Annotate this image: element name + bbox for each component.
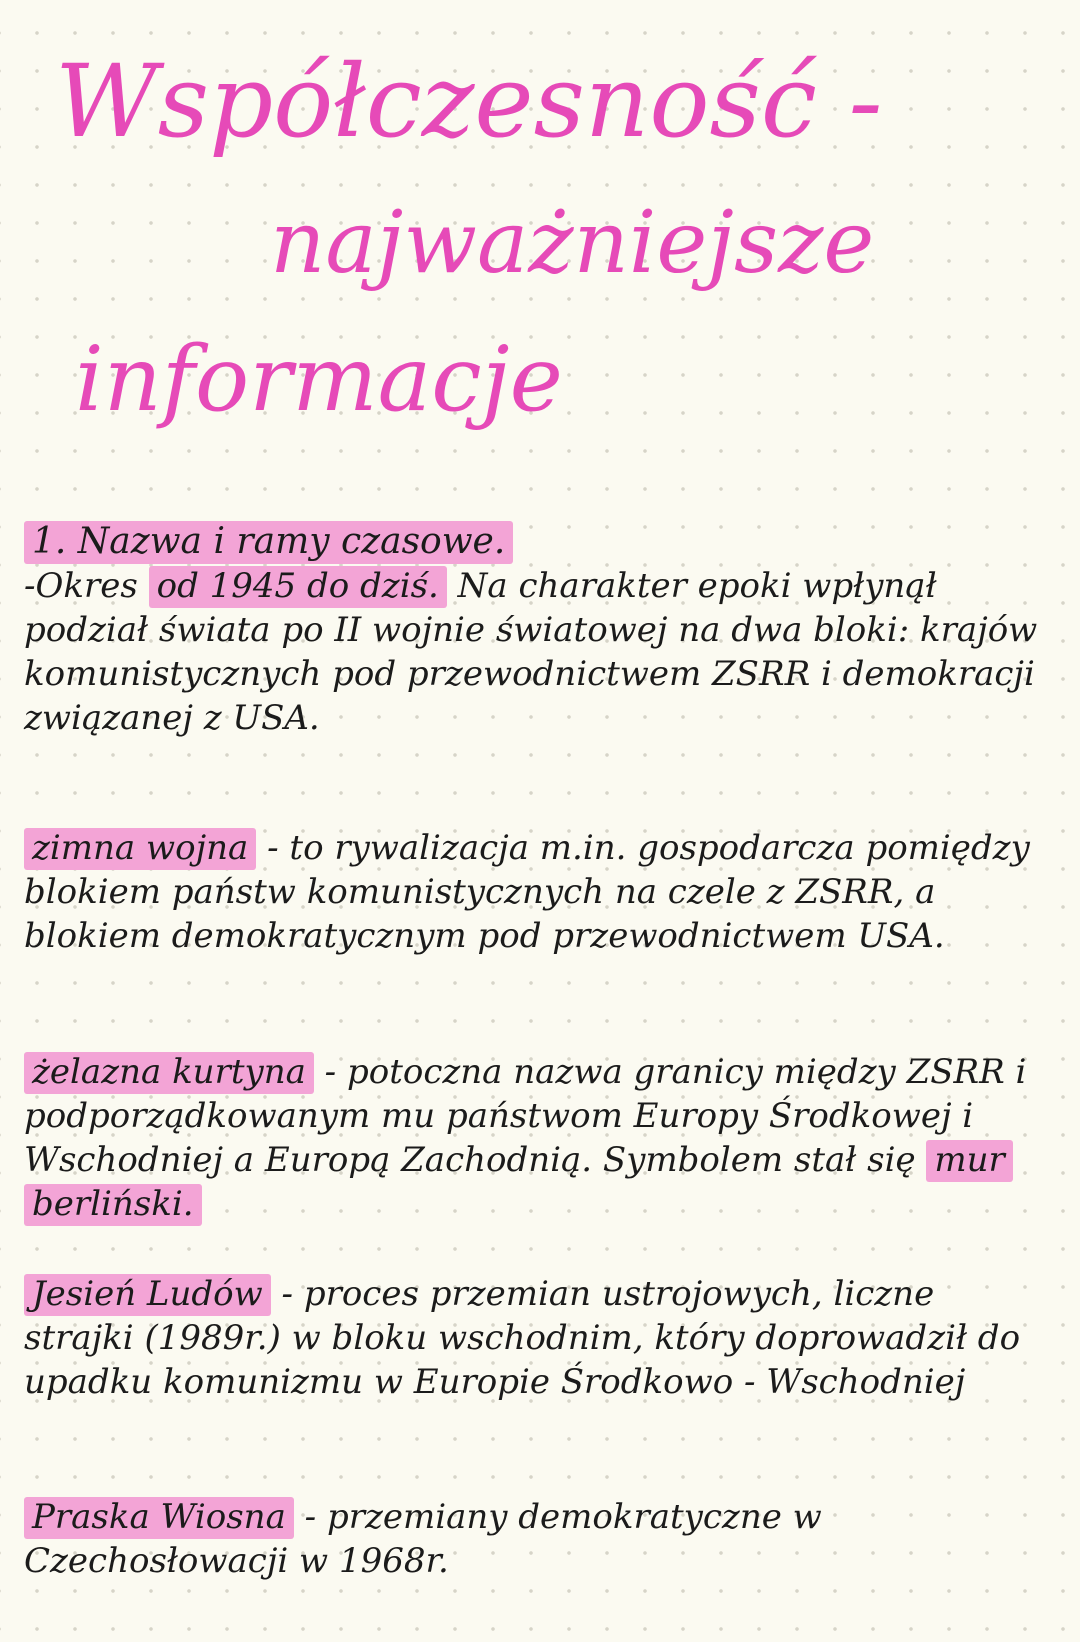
term-definition: - przemiany demokratyczne w Czechosłowacji w 1968r. — [24, 1497, 822, 1581]
term-highlight: Jesień Ludów — [24, 1274, 271, 1316]
section-praska-wiosna — [24, 1495, 1054, 1583]
term-definition: - to rywalizacja m.in. gospodarcza pomiędzy blokiem państw komunistycznych na czele z ZSRR, a blokiem demokratycznym pod przewodnictwem USA. — [24, 828, 1030, 956]
section-zelazna-kurtyna — [24, 1050, 1054, 1226]
section-text-prefix: -Okres — [24, 566, 149, 606]
term-highlight: Praska Wiosna — [24, 1497, 294, 1539]
mur-berlinski-highlight: mur berliński. — [24, 1140, 1013, 1226]
title-line-3: informacje — [75, 327, 563, 432]
title-line-2: najważniejsze — [270, 193, 875, 293]
section-nazwa-i-ramy-czasowe — [24, 520, 1054, 740]
section-zimna-wojna — [24, 826, 1054, 958]
title-line-1: Współczesność - — [55, 43, 883, 160]
section-heading: 1. Nazwa i ramy czasowe. — [24, 521, 513, 564]
term-highlight: zimna wojna — [24, 828, 256, 870]
date-range-highlight: od 1945 do dziś. — [149, 566, 447, 608]
term-highlight: żelazna kurtyna — [24, 1052, 314, 1094]
section-jesien-ludow — [24, 1272, 1054, 1404]
term-definition: - proces przemian ustrojowych, liczne strajki (1989r.) w bloku wschodnim, który doprowadził do upadku komunizmu w Europie Środkowo - Wschodniej — [24, 1274, 1021, 1402]
term-definition: - potoczna nazwa granicy między ZSRR i podporządkowanym mu państwom Europy Środkowej i Wschodniej a Europą Zachodnią. Symbolem stał się — [24, 1052, 1027, 1180]
section-text: Na charakter epoki wpłynął podział świata po II wojnie światowej na dwa bloki: krajów komunistycznych pod przewodnictwem ZSRR i demokracji związanej z USA. — [24, 566, 1038, 738]
